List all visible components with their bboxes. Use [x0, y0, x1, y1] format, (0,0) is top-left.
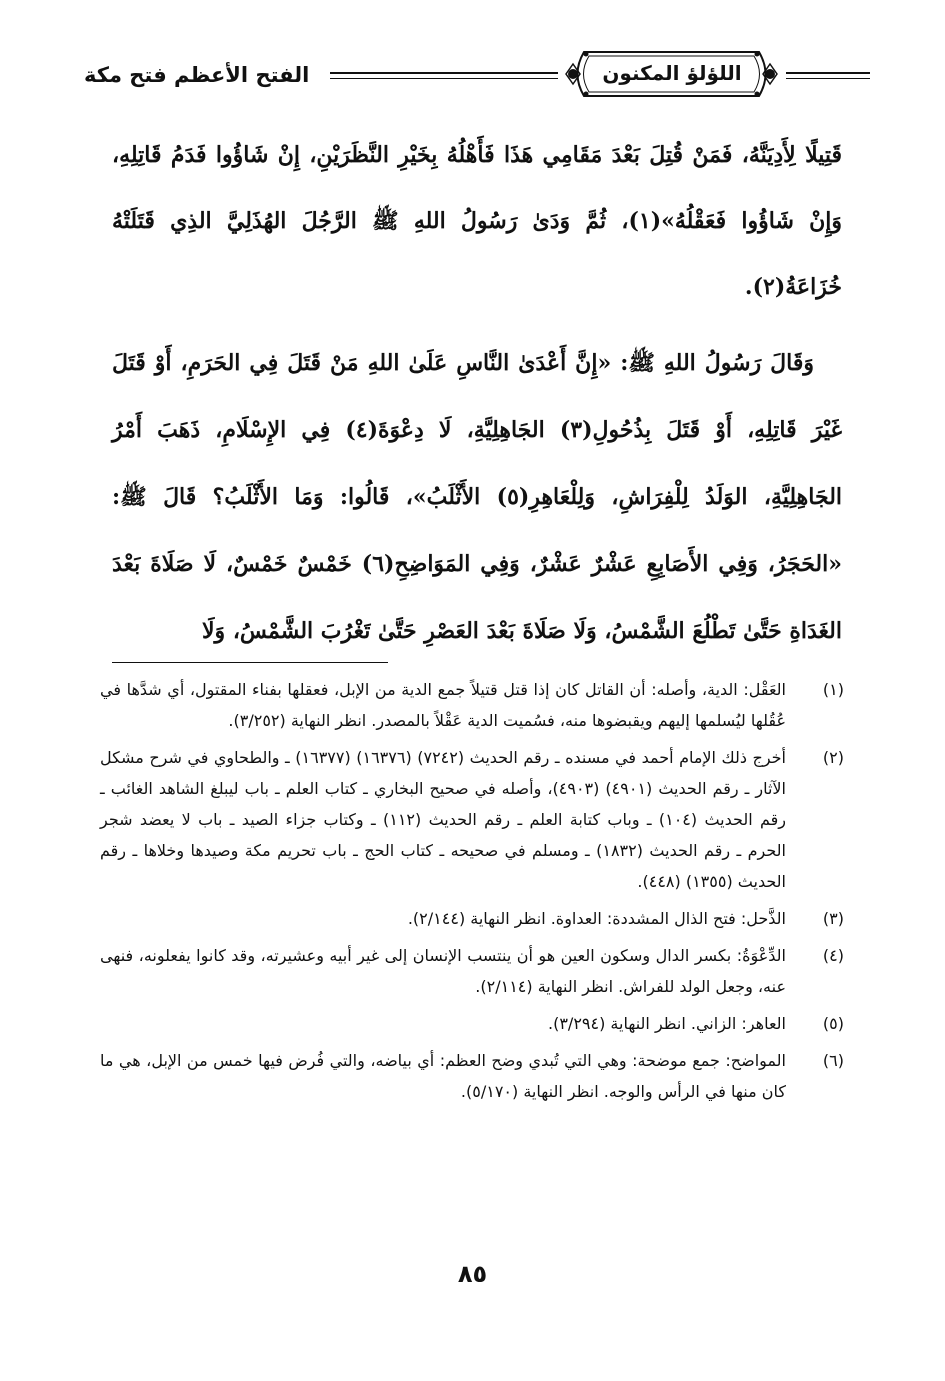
footnote-number: (٣) — [822, 909, 844, 928]
footnote-1 — [100, 674, 844, 736]
footnote-text: العاهر: الزاني. انظر النهاية (٣/٢٩٤). — [548, 1014, 786, 1033]
footnote-separator — [112, 662, 388, 663]
footnote-number: (٥) — [822, 1014, 844, 1033]
paragraph-1: قَتِيلًا لِأَدِيَنَّهُ، فَمَنْ قُتِلَ بَعْدَ مَقَامِي هَذَا فَأَهْلُهُ بِخَيْرِ النَّظَرَيْنِ، إِنْ شَاؤُوا فَدَمُ قَاتِلِهِ، وَإِنْ شَاؤُوا فَعَقْلُهُ»(١)، ثُمَّ وَدَىٰ رَسُولُ اللهِ ﷺ الرَّجُلَ الهُذَلِيَّ الذِي قَتَلَتْهُ خُزَاعَةُ(٢). — [112, 142, 842, 300]
running-header — [84, 46, 870, 110]
footnote-number: (٢) — [822, 748, 844, 767]
footnotes — [100, 674, 844, 1113]
footnote-2 — [100, 742, 844, 897]
footnote-text: المواضح: جمع موضحة: وهي التي تُبدي وضح العظم: أي بياضه، والتي فُرض فيها خمس من الإبل، هي ما كان منها في الرأس والوجه. انظر النهاية (٥/١٧٠). — [100, 1051, 786, 1101]
header-rule-right — [786, 72, 870, 74]
footnote-text: أخرج ذلك الإمام أحمد في مسنده ـ رقم الحديث (٧٢٤٢) (١٦٣٧٦) (١٦٣٧٧) ـ والطحاوي في شرح مشكل الآثار ـ رقم الحديث (٤٩٠١) (٤٩٠٣)، وأصله في صحيح البخاري ـ كتاب العلم ـ باب ليبلغ الشاهد الغائب ـ رقم الحديث (١٠٤) ـ وباب كتابة العلم ـ رقم الحديث (١١٢) ـ وكتاب جزاء الصيد ـ باب لا يعضد شجر الحرم ـ رقم الحديث (١٨٣٢) ـ ومسلم في صحيحه ـ كتاب الحج ـ باب تحريم مكة وصيدها وخلاها ـ رقم الحديث (١٣٥٥) (٤٤٨). — [100, 748, 787, 891]
footnote-text: العَقْل: الدية، وأصله: أن القاتل كان إذا قتل قتيلاً جمع الدية من الإبل، فعقلها بفناء المقتول، أي شدَّها في عُقُلها ليُسلمها إليهم ويقبضوها منه، فسُميت الدية عَقْلاً بالمصدر. انظر النهاية (٣/٢٥٢). — [100, 680, 786, 730]
footnote-number: (٦) — [822, 1051, 844, 1070]
footnote-3 — [100, 903, 844, 934]
page-number: ٨٥ — [457, 1260, 488, 1288]
header-rule-left-thin — [330, 78, 558, 79]
header-rule-left — [330, 72, 558, 74]
footnote-text: الدِّعْوَةُ: بكسر الدال وسكون العين هو أن ينتسب الإنسان إلى غير أبيه وعشيرته، وقد كانوا يفعلونه، فنهى عنه، وجعل الولد للفراش. انظر النهاية (٢/١١٤). — [100, 946, 786, 996]
paragraph-2: وَقَالَ رَسُولُ اللهِ ﷺ: «إِنَّ أَعْدَىٰ النَّاسِ عَلَىٰ اللهِ مَنْ قَتَلَ فِي الحَرَمِ، أَوْ قَتَلَ غَيْرَ قَاتِلِهِ، أَوْ قَتَلَ بِذُحُولِ(٣) الجَاهِلِيَّةِ، لَا دِعْوَةَ(٤) فِي الإِسْلَامِ، ذَهَبَ أَمْرُ الجَاهِلِيَّةِ، الوَلَدُ لِلْفِرَاشِ، وَلِلْعَاهِرِ(٥) الأَثْلَبُ»، قَالُوا: وَمَا الأَثْلَبُ؟ قَالَ ﷺ: «الحَجَرُ، وَفِي الأَصَابِعِ عَشْرٌ عَشْرٌ، وَفِي المَوَاضِحِ(٦) خَمْسٌ خَمْسٌ، لَا صَلَاةَ بَعْدَ الغَدَاةِ حَتَّىٰ تَطْلُعَ الشَّمْسُ، وَلَا صَلَاةَ بَعْدَ العَصْرِ حَتَّىٰ تَغْرُبَ الشَّمْسُ، وَلَا — [112, 350, 843, 644]
footnote-number: (١) — [822, 680, 844, 699]
footnote-5 — [100, 1008, 844, 1039]
footnote-text: الذَّحل: فتح الذال المشددة: العداوة. انظر النهاية (٢/١٤٤). — [407, 909, 786, 928]
main-text — [112, 122, 842, 665]
header-rule-right-thin — [786, 78, 870, 79]
book-title: اللؤلؤ المكنون — [602, 61, 742, 85]
footnote-4 — [100, 940, 844, 1002]
footnote-number: (٤) — [822, 946, 844, 965]
chapter-title: الفتح الأعظم فتح مكة — [84, 63, 310, 87]
book-title-badge — [564, 46, 779, 102]
footnote-6 — [100, 1045, 844, 1107]
